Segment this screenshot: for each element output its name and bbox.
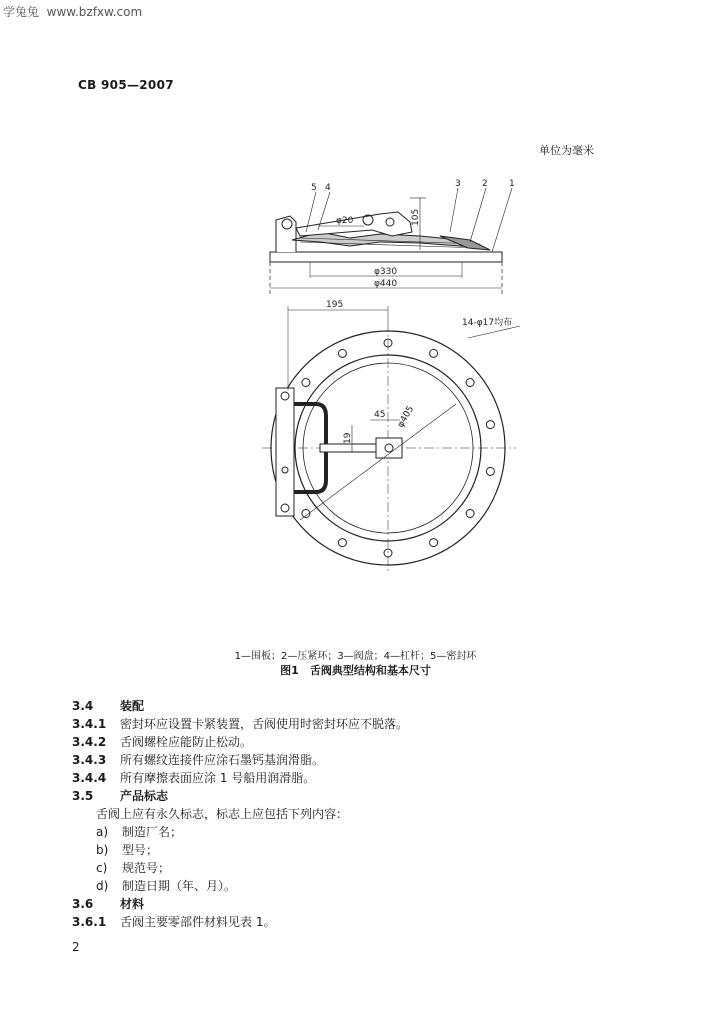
dim-bolt-holes: 14-φ17均布 (462, 318, 513, 328)
dim-phi20: φ20 (336, 216, 354, 226)
figure-caption: 图1 舌阀典型结构和基本尺寸 (280, 664, 431, 677)
list-text: 制造日期（年、月）。 (122, 879, 237, 893)
list-item (96, 823, 182, 840)
unit-note: 单位为毫米 (539, 144, 594, 157)
plan-view (262, 306, 520, 574)
clause-text: 舌阀螺栓应能防止松动。 (120, 735, 253, 749)
callout-3: 3 (455, 179, 461, 189)
clause-text: 舌阀主要零部件材料见表 1。 (120, 915, 276, 929)
section-number: 3.4 (72, 699, 94, 713)
list-marker: b) (96, 843, 109, 857)
section-title: 装配 (120, 699, 145, 713)
clause-number: 3.6.1 (72, 915, 107, 929)
clause-3-4-2 (72, 733, 252, 750)
bolt-hole (486, 467, 494, 475)
clause-number: 3.4.2 (72, 735, 107, 749)
clause-text: 密封环应设置卡紧装置，舌阀使用时密封环应不脱落。 (120, 717, 409, 731)
bolt-hole (486, 421, 494, 429)
dim-19: 19 (343, 432, 353, 444)
clause-text: 所有摩擦表面应涂 1 号船用润滑脂。 (120, 771, 316, 785)
clause-number: 3.4.4 (72, 771, 107, 785)
figure-drawing (0, 170, 711, 645)
watermark: 学兔兔 www.bzfxw.com (3, 5, 143, 19)
bolt-hole (466, 379, 474, 387)
list-text: 制造厂名； (122, 825, 183, 839)
callout-4: 4 (325, 183, 331, 193)
bolt-hole (302, 379, 310, 387)
dim-phi330: φ330 (374, 267, 398, 277)
list-marker: c) (96, 861, 108, 875)
clause-3-6-1 (72, 913, 275, 930)
clause-number: 3.4.3 (72, 753, 107, 767)
clause-3-4-4 (72, 769, 315, 786)
clause-number: 3.4.1 (72, 717, 107, 731)
dim-195: 195 (326, 300, 344, 310)
callout-2: 2 (482, 179, 488, 189)
section-title: 产品标志 (120, 789, 169, 803)
section-3-5 (72, 787, 168, 804)
section-number: 3.5 (72, 789, 94, 803)
standard-number: CB 905—2007 (78, 78, 174, 92)
section-title: 材料 (120, 897, 145, 911)
bolt-hole (430, 349, 438, 357)
bolt-hole (338, 349, 346, 357)
clause-text: 所有螺纹连接件应涂石墨钙基润滑脂。 (120, 753, 325, 767)
section-3-4 (72, 697, 144, 714)
callout-5: 5 (311, 183, 317, 193)
marking-intro: 舌阀上应有永久标志，标志上应包括下列内容： (96, 807, 349, 821)
bolt-hole (338, 539, 346, 547)
list-item (96, 877, 236, 894)
section-labels (311, 179, 515, 289)
section-3-6 (72, 895, 144, 912)
plan-labels (326, 300, 512, 444)
clause-3-4-3 (72, 751, 324, 768)
bolt-hole (466, 510, 474, 518)
clause-3-4-1 (72, 715, 408, 732)
section-number: 3.6 (72, 897, 94, 911)
list-marker: d) (96, 879, 109, 893)
list-marker: a) (96, 825, 109, 839)
list-text: 型号； (122, 843, 159, 857)
dim-105: 105 (411, 208, 421, 226)
list-item (96, 841, 158, 858)
dim-45: 45 (374, 410, 386, 420)
page-number: 2 (72, 940, 80, 954)
callout-1: 1 (509, 179, 515, 189)
figure-legend: 1—围板；2—压紧环；3—阀盘；4—杠杆；5—密封环 (234, 651, 477, 662)
list-item (96, 859, 170, 876)
bolt-hole (430, 539, 438, 547)
dim-phi440: φ440 (374, 279, 398, 289)
list-text: 规范号； (122, 861, 171, 875)
dim-phi405: φ405 (395, 404, 417, 430)
